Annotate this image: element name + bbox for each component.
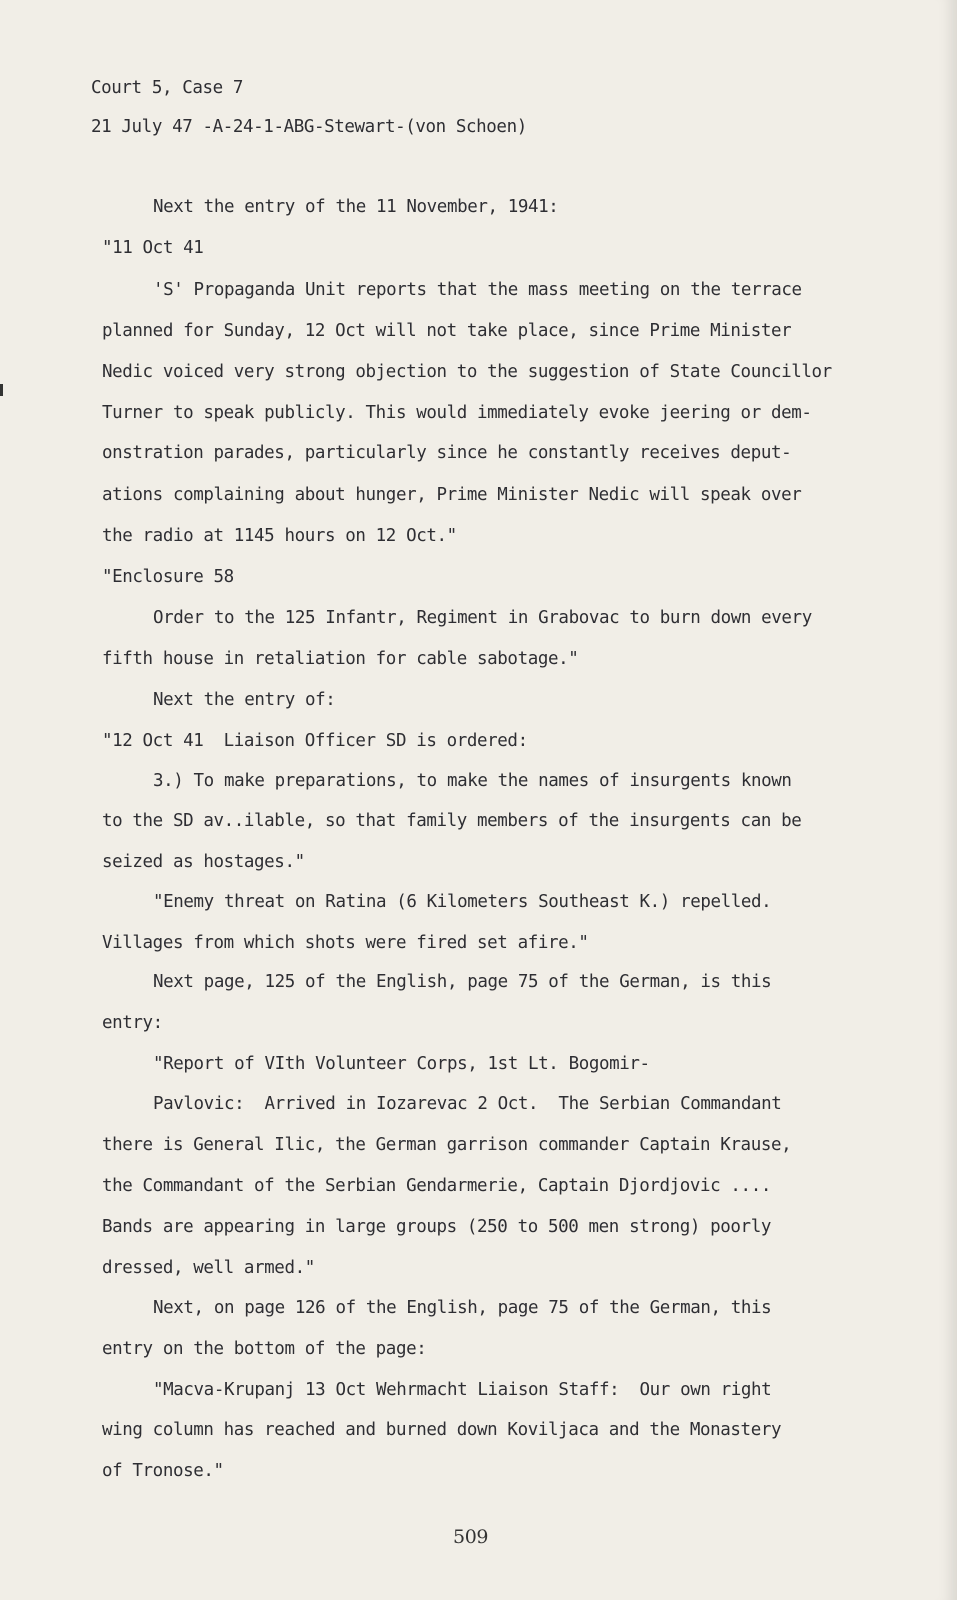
body-line: the radio at 1145 hours on 12 Oct." [102, 526, 457, 546]
body-line: Order to the 125 Infantr, Regiment in Grabovac to burn down every [153, 608, 812, 628]
body-line: Next page, 125 of the English, page 75 of the German, is this [153, 972, 772, 992]
body-line: Bands are appearing in large groups (250 to 500 men strong) poorly [102, 1217, 771, 1237]
body-line: Next the entry of the 11 November, 1941: [153, 197, 559, 217]
body-line: the Commandant of the Serbian Gendarmerie, Captain Djordjovic .... [102, 1176, 771, 1196]
court-case-header: Court 5, Case 7 [91, 78, 244, 98]
body-line: onstration parades, particularly since he constantly receives deput- [102, 443, 792, 463]
body-line: "12 Oct 41 Liaison Officer SD is ordered: [102, 731, 528, 751]
body-line: fifth house in retaliation for cable sabotage." [102, 649, 579, 669]
body-line: Nedic voiced very strong objection to the suggestion of State Councillor [102, 362, 832, 382]
session-header: 21 July 47 -A-24-1-ABG-Stewart-(von Schoen) [91, 117, 527, 137]
body-line: "Enemy threat on Ratina (6 Kilometers Southeast K.) repelled. [153, 892, 772, 912]
body-line: Next, on page 126 of the English, page 75 of the German, this [153, 1298, 772, 1318]
body-line: 3.) To make preparations, to make the names of insurgents known [153, 771, 792, 791]
margin-mark [0, 384, 3, 396]
body-line: 'S' Propaganda Unit reports that the mass meeting on the terrace [153, 280, 802, 300]
body-line: dressed, well armed." [102, 1258, 315, 1278]
body-line: Next the entry of: [153, 690, 336, 710]
body-line: Pavlovic: Arrived in Iozarevac 2 Oct. The Serbian Commandant [153, 1094, 782, 1114]
body-line: entry: [102, 1013, 163, 1033]
body-line: planned for Sunday, 12 Oct will not take place, since Prime Minister [102, 321, 792, 341]
body-line: there is General Ilic, the German garrison commander Captain Krause, [102, 1135, 792, 1155]
body-line: "Macva-Krupanj 13 Oct Wehrmacht Liaison Staff: Our own right [153, 1380, 772, 1400]
body-line: Turner to speak publicly. This would immediately evoke jeering or dem- [102, 403, 812, 423]
body-line: wing column has reached and burned down Koviljaca and the Monastery [102, 1420, 782, 1440]
body-line: "11 Oct 41 [102, 238, 204, 258]
body-line: to the SD av..ilable, so that family members of the insurgents can be [102, 811, 802, 831]
body-line: "Report of VIth Volunteer Corps, 1st Lt. Bogomir- [153, 1054, 650, 1074]
body-line: "Enclosure 58 [102, 567, 234, 587]
body-line: seized as hostages." [102, 852, 305, 872]
body-line: Villages from which shots were fired set afire." [102, 933, 589, 953]
page-number: 509 [453, 1526, 489, 1548]
body-line: ations complaining about hunger, Prime Minister Nedic will speak over [102, 485, 802, 505]
body-line: entry on the bottom of the page: [102, 1339, 427, 1359]
body-line: of Tronose." [102, 1461, 224, 1481]
